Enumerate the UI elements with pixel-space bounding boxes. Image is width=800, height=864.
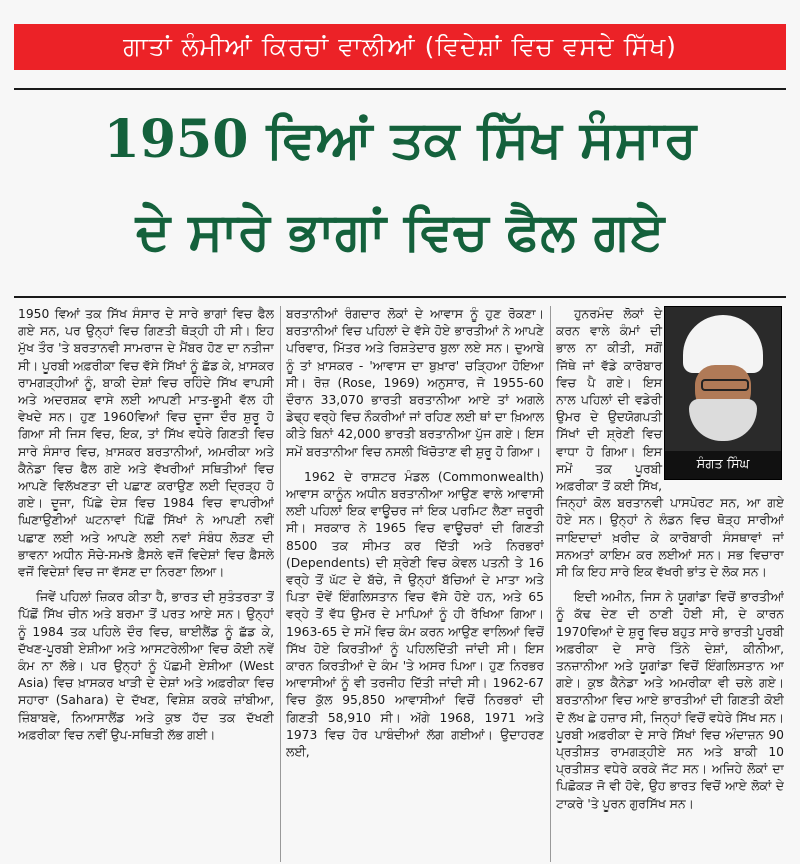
beard-shape	[689, 399, 757, 441]
article-column-1	[18, 306, 274, 862]
headline-line-1: 1950 ਵਿਆਂ ਤਕ ਸਿੱਖ ਸੰਸਾਰ	[103, 109, 697, 170]
article-column-2	[286, 306, 544, 862]
column-divider	[280, 306, 281, 862]
paragraph: ਜਿਵੇਂ ਪਹਿਲਾਂ ਜ਼ਿਕਰ ਕੀਤਾ ਹੈ, ਭਾਰਤ ਦੀ ਸੁਤੰਤਰਤਾ ਤੋਂ ਪਿੱਛੋਂ ਸਿੱਖ ਚੀਨ ਅਤੇ ਬਰਮਾ ਤੋਂ ਪਰਤ ਆਏ ਸਨ। ਉਨ੍ਹਾਂ ਨੂੰ 1984 ਤਕ ਪਹਿਲੇ ਦੌਰ ਵਿਚ, ਥਾਈਲੈਂਡ ਨੂੰ ਛੱਡ ਕੇ, ਦੱਖਣ-ਪੂਰਬੀ ਏਸ਼ੀਆ ਅਤੇ ਆਸਟਰੇਲੀਆ ਵਿਚ ਕੋਈ ਨਵੇਂ ਕੰਮ ਨਾ ਲੱਭੇ। ਪਰ ਉਨ੍ਹਾਂ ਨੂੰ ਪੱਛਮੀ ਏਸ਼ੀਆ (West Asia) ਵਿਚ ਖ਼ਾਸਕਰ ਖਾੜੀ ਦੇ ਦੇਸ਼ਾਂ ਅਤੇ ਅਫ਼ਰੀਕਾ ਵਿਚ ਸਹਾਰਾ (Sahara) ਦੇ ਦੱਖਣ, ਵਿਸ਼ੇਸ਼ ਕਰਕੇ ਜ਼ਾਂਬੀਆ, ਜ਼ਿੰਬਾਬਵੇ, ਨਿਆਸਾਲੈਂਡ ਅਤੇ ਕੁਝ ਹੱਦ ਤਕ ਦੱਖਣੀ ਅਫ਼ਰੀਕਾ ਵਿਚ ਨਵੀਂ ਉਪ-ਸਥਿਤੀ ਲੱਭ ਗਈ।	[18, 590, 274, 742]
paragraph: ਬਰਤਾਨੀਆਂ ਰੰਗਦਾਰ ਲੋਕਾਂ ਦੇ ਆਵਾਸ ਨੂੰ ਹੁਣ ਰੋਕਣਾ। ਬਰਤਾਨੀਆਂ ਵਿਚ ਪਹਿਲਾਂ ਦੇ ਵੱਸੇ ਹੋਏ ਭਾਰਤੀਆਂ ਨੇ ਆਪਣੇ ਪਰਿਵਾਰ, ਮਿੱਤਰ ਅਤੇ ਰਿਸ਼ਤੇਦਾਰ ਬੁਲਾ ਲਏ ਸਨ। ਦੁਆਬੇ ਨੂੰ ਤਾਂ ਖ਼ਾਸਕਰ - 'ਆਵਾਸ ਦਾ ਬੁਖ਼ਾਰ' ਚੜ੍ਹਿਆ ਹੋਇਆ ਸੀ। ਰੋਜ਼ (Rose, 1969) ਅਨੁਸਾਰ, ਜੋ 1955-60 ਦੌਰਾਨ 33,070 ਭਾਰਤੀ ਬਰਤਾਨੀਆ ਆਏ ਤਾਂ ਅਗਲੇ ਡੇਢ੍ਹ ਵਰ੍ਹੇ ਵਿਚ ਨੌਕਰੀਆਂ ਜਾਂ ਰਹਿਣ ਲਈ ਥਾਂ ਦਾ ਖ਼ਿਆਲ ਕੀਤੇ ਬਿਨਾਂ 42,000 ਭਾਰਤੀ ਬਰਤਾਨੀਆ ਪੁੱਜ ਗਏ। ਇਸ ਸਮੇਂ ਬਰਤਾਨੀਆ ਵਿਚ ਨਸਲੀ ਖਿੱਚੋਤਾਣ ਵੀ ਸ਼ੁਰੂ ਹੋ ਗਿਆ।	[286, 307, 544, 459]
paragraph: 1950 ਵਿਆਂ ਤਕ ਸਿੱਖ ਸੰਸਾਰ ਦੇ ਸਾਰੇ ਭਾਗਾਂ ਵਿਚ ਫੈਲ ਗਏ ਸਨ, ਪਰ ਉਨ੍ਹਾਂ ਵਿਚ ਗਿਣਤੀ ਥੋੜ੍ਹੀ ਹੀ ਸੀ। ਇਹ ਮੁੱਖ ਤੌਰ 'ਤੇ ਬਰਤਾਨਵੀ ਸਾਮਰਾਜ ਦੇ ਮੈਂਬਰ ਹੋਣ ਦਾ ਨਤੀਜਾ ਸੀ। ਪੂਰਬੀ ਅਫ਼ਰੀਕਾ ਵਿਚ ਵੱਸੇ ਸਿੱਖਾਂ ਨੂੰ ਛੱਡ ਕੇ, ਖ਼ਾਸਕਰ ਰਾਮਗੜ੍ਹੀਆਂ ਨੂੰ, ਬਾਕੀ ਦੇਸ਼ਾਂ ਵਿਚ ਰਹਿੰਦੇ ਸਿੱਖ ਵਾਪਸੀ ਅਤੇ ਅਦਰਸ਼ਕ ਵਾਸੇ ਲਈ ਆਪਣੀ ਮਾਤ-ਭੂਮੀ ਵੱਲ ਹੀ ਵੇਖਦੇ ਸਨ। ਹੁਣ 1960ਵਿਆਂ ਵਿਚ ਦੂਜਾ ਦੌਰ ਸ਼ੁਰੂ ਹੋ ਗਿਆ ਸੀ ਜਿਸ ਵਿਚ, ਇਕ, ਤਾਂ ਸਿੱਖ ਵਧੇਰੇ ਗਿਣਤੀ ਵਿਚ ਸਾਰੇ ਸੰਸਾਰ ਵਿਚ, ਖ਼ਾਸਕਰ ਬਰਤਾਨੀਆਂ, ਅਮਰੀਕਾ ਅਤੇ ਕੈਨੇਡਾ ਵਿਚ ਫੈਲ ਗਏ ਅਤੇ ਵੱਖਰੀਆਂ ਸਥਿਤੀਆਂ ਵਿਚ ਆਪਣੇ ਵਿਲੱਖਣਤਾ ਦੀ ਪਛਾਣ ਕਰਾਉਣ ਲਈ ਦ੍ਰਿੜ੍ਹ ਹੋ ਗਏ। ਦੂਜਾ, ਪਿੱਛੇ ਦੇਸ਼ ਵਿਚ 1984 ਵਿਚ ਵਾਪਰੀਆਂ ਘਿਣਾਉਣੀਆਂ ਘਟਨਾਵਾਂ ਪਿੱਛੋਂ ਸਿੱਖਾਂ ਨੇ ਆਪਣੀ ਨਵੀਂ ਪਛਾਣ ਲਈ ਅਤੇ ਆਪਣੇ ਲਈ ਨਵਾਂ ਸੰਬੰਧ ਲੋੜਣ ਦੀ ਭਾਵਨਾ ਅਧੀਨ ਸੋਚੇ-ਸਮਝੇ ਫ਼ੈਸਲੇ ਵਜੋਂ ਵਿਦੇਸ਼ਾਂ ਵਿਚ ਫ਼ੈਸਲੇ ਵਜੋਂ ਵਿਦੇਸ਼ਾਂ ਵਿਚ ਜਾ ਵੱਸਣ ਦਾ ਨਿਰਣਾ ਲਿਆ।	[18, 307, 274, 580]
author-caption: ਸੰਗਤ ਸਿੰਘ	[665, 451, 781, 479]
headline-line-2: ਦੇ ਸਾਰੇ ਭਾਗਾਂ ਵਿਚ ਫੈਲ ਗਏ	[135, 201, 665, 262]
column-divider	[550, 306, 551, 862]
headline-rule	[14, 296, 786, 298]
top-rule	[14, 88, 786, 90]
paragraph: ਇਦੀ ਅਮੀਨ, ਜਿਸ ਨੇ ਯੂਗਾਂਡਾ ਵਿਚੋਂ ਭਾਰਤੀਆਂ ਨੂੰ ਕੱਢ ਦੇਣ ਦੀ ਠਾਣੀ ਹੋਈ ਸੀ, ਦੇ ਕਾਰਨ 1970ਵਿਆਂ ਦੇ ਸ਼ੁਰੂ ਵਿਚ ਬਹੁਤ ਸਾਰੇ ਭਾਰਤੀ ਪੂਰਬੀ ਅਫ਼ਰੀਕਾ ਦੇ ਸਾਰੇ ਤਿੰਨੇ ਦੇਸ਼ਾਂ, ਕੀਨੀਆ, ਤਨਜ਼ਾਨੀਆ ਅਤੇ ਯੂਗਾਂਡਾ ਵਿਚੋਂ ਇੰਗਲਿਸਤਾਨ ਆ ਗਏ। ਕੁਝ ਕੈਨੇਡਾ ਅਤੇ ਅਮਰੀਕਾ ਵੀ ਚਲੇ ਗਏ। ਬਰਤਾਨੀਆ ਵਿਚ ਆਏ ਭਾਰਤੀਆਂ ਦੀ ਗਿਣਤੀ ਕੋਈ ਦੋ ਲੱਖ ਛੇ ਹਜ਼ਾਰ ਸੀ, ਜਿਨ੍ਹਾਂ ਵਿਚੋਂ ਵਧੇਰੇ ਸਿੱਖ ਸਨ। ਪੂਰਬੀ ਅਫ਼ਰੀਕਾ ਦੇ ਸਾਰੇ ਸਿੱਖਾਂ ਵਿਚ ਅੰਦਾਜ਼ਨ 90 ਪ੍ਰਤੀਸ਼ਤ ਰਾਮਗੜ੍ਹੀਏ ਸਨ ਅਤੇ ਬਾਕੀ 10 ਪ੍ਰਤੀਸ਼ਤ ਵਧੇਰੇ ਕਰਕੇ ਜੱਟ ਸਨ। ਅਜਿਹੇ ਲੋਕਾਂ ਦਾ ਪਿਛੋਕੜ ਜੋ ਵੀ ਹੋਵੇ, ਉਹ ਭਾਰਤ ਵਿਚੋਂ ਆਏ ਲੋਕਾਂ ਦੇ ਟਾਕਰੇ 'ਤੇ ਪੂਰਨ ਗੁਰਸਿੱਖ ਸਨ।	[556, 590, 784, 811]
paragraph: 1962 ਦੇ ਰਾਸ਼ਟਰ ਮੰਡਲ (Commonwealth) ਆਵਾਸ ਕਾਨੂੰਨ ਅਧੀਨ ਬਰਤਾਨੀਆ ਆਉਣ ਵਾਲੇ ਆਵਾਸੀ ਲਈ ਪਹਿਲਾਂ ਇਕ ਵਾਊਚਰ ਜਾਂ ਇਕ ਪਰਮਿਟ ਲੈਣਾ ਜ਼ਰੂਰੀ ਸੀ। ਸਰਕਾਰ ਨੇ 1965 ਵਿਚ ਵਾਊਚਰਾਂ ਦੀ ਗਿਣਤੀ 8500 ਤਕ ਸੀਮਤ ਕਰ ਦਿੱਤੀ ਅਤੇ ਨਿਰਭਰਾਂ (Dependents) ਦੀ ਸ਼੍ਰੇਣੀ ਵਿਚ ਕੇਵਲ ਪਤਨੀ ਤੇ 16 ਵਰ੍ਹੇ ਤੋਂ ਘੱਟ ਦੇ ਬੱਚੇ, ਜੋ ਉਨ੍ਹਾਂ ਬੱਚਿਆਂ ਦੇ ਮਾਤਾ ਅਤੇ ਪਿਤਾ ਦੋਵੇਂ ਇੰਗਲਿਸਤਾਨ ਵਿਚ ਵੱਸੇ ਹੋਏ ਹਨ, ਅਤੇ 65 ਵਰ੍ਹੇ ਤੋਂ ਵੱਧ ਉਮਰ ਦੇ ਮਾਪਿਆਂ ਨੂੰ ਹੀ ਰੱਖਿਆ ਗਿਆ। 1963-65 ਦੇ ਸਮੇਂ ਵਿਚ ਕੰਮ ਕਰਨ ਆਉਣ ਵਾਲਿਆਂ ਵਿਚੋਂ ਸਿੱਖ ਹੋਏ ਕਿਰਤੀਆਂ ਨੂੰ ਪਹਿਲਦਿੱਤੀ ਜਾਂਦੀ ਸੀ। ਇਸ ਕਾਰਨ ਕਿਰਤੀਆਂ ਦੇ ਕੰਮ 'ਤੇ ਅਸਰ ਪਿਆ। ਹੁਣ ਨਿਰਭਰ ਆਵਾਸੀਆਂ ਨੂੰ ਵੀ ਤਰਜੀਹ ਦਿੱਤੀ ਜਾਂਦੀ ਸੀ। 1962-67 ਵਿਚ ਕੁੱਲ 95,850 ਆਵਾਸੀਆਂ ਵਿਚੋਂ ਨਿਰਭਰਾਂ ਦੀ ਗਿਣਤੀ 58,910 ਸੀ। ਅੱਗੇ 1968, 1971 ਅਤੇ 1973 ਵਿਚ ਹੋਰ ਪਾਬੰਦੀਆਂ ਲੱਗ ਗਈਆਂ। ਉਦਾਹਰਣ ਲਈ,	[286, 469, 544, 760]
author-photo	[664, 306, 782, 480]
glasses-shape	[701, 379, 749, 391]
paragraph: ਹੁਨਰਮੰਦ ਲੋਕਾਂ ਦੇ ਕਰਨ ਵਾਲੇ ਕੰਮਾਂ ਦੀ ਭਾਲ ਨਾ ਕੀਤੀ, ਸਗੋਂ ਜਿੱਥੇ ਜਾਂ ਵੱਡੇ ਕਾਰੋਬਾਰ ਵਿਚ ਪੈ ਗਏ। ਇਸ ਨਾਲ ਪਹਿਲਾਂ ਦੀ ਵਡੇਰੀ ਉਮਰ ਦੇ ਉਦਯੋਗਪਤੀ ਸਿੱਖਾਂ ਦੀ ਸ਼੍ਰੇਣੀ ਵਿਚ ਵਾਧਾ ਹੋ ਗਿਆ। ਇਸ ਸਮੇਂ ਤਕ ਪੂਰਬੀ ਅਫ਼ਰੀਕਾ ਤੋਂ ਕਈ ਸਿੱਖ, ਜਿਨ੍ਹਾਂ ਕੋਲ ਬਰਤਾਨਵੀ ਪਾਸਪੋਰਟ ਸਨ, ਆ ਗਏ ਹੋਏ ਸਨ। ਉਨ੍ਹਾਂ ਨੇ ਲੰਡਨ ਵਿਚ ਥੋੜ੍ਹ ਸਾਰੀਆਂ ਜਾਇਦਾਦਾਂ ਖ਼ਰੀਦ ਕੇ ਕਾਰੋਬਾਰੀ ਸੰਸਥਾਵਾਂ ਜਾਂ ਸਨਅਤਾਂ ਕਾਇਮ ਕਰ ਲਈਆਂ ਸਨ। ਸਭ ਵਿਚਾਰਾ ਸੀ ਕਿ ਇਹ ਸਾਰੇ ਇਕ ਵੱਖਰੀ ਭਾਂਤ ਦੇ ਲੋਕ ਸਨ।	[556, 307, 784, 580]
section-banner: ਗਾਤਾਂ ਲੰਮੀਆਂ ਕਿਰਚਾਂ ਵਾਲੀਆਂ (ਵਿਦੇਸ਼ਾਂ ਵਿਚ ਵਸਦੇ ਸਿੱਖ)	[14, 24, 786, 70]
